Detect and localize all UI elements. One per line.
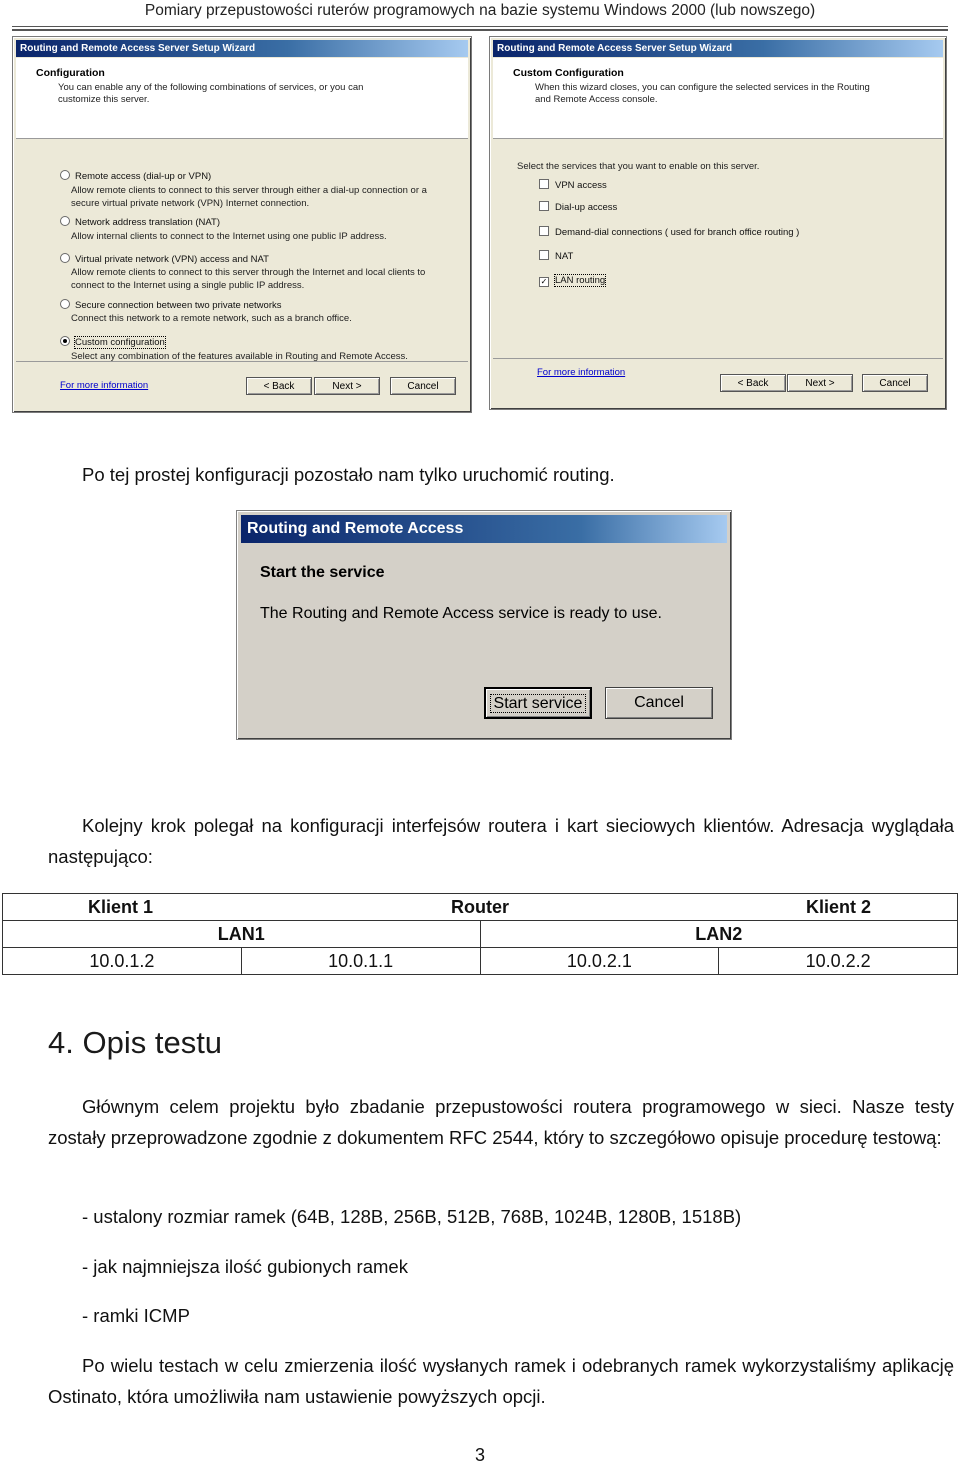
start-service-button[interactable] [484, 687, 592, 719]
wizard-subtitle: When this wizard closes, you can configure the selected services in the Routing and Remote Access console. [535, 82, 870, 105]
wizard-footer [493, 360, 943, 406]
service-vpn-access[interactable] [539, 179, 607, 192]
option-custom-configuration[interactable] [60, 336, 165, 349]
service-label: LAN routing [555, 275, 606, 286]
wizard-heading: Custom Configuration [513, 67, 624, 79]
section-heading [48, 1025, 222, 1061]
service-nat[interactable] [539, 250, 573, 263]
back-button[interactable]: < Back [246, 377, 312, 395]
paragraph-addressing: Kolejny krok polegał na konfiguracji interfejsów routera i kart sieciowych klientów. Adresacja wyglądała następująco: [48, 815, 954, 867]
paragraph-routing-intro: Po tej prostej konfiguracji pozostało nam tylko uruchomić routing. [82, 464, 615, 485]
option-description: Allow remote clients to connect to this server through the Internet and local clients to connect to the Internet using a single public IP address. [71, 267, 426, 291]
start-service-label: Start service [491, 695, 586, 712]
section-title: Opis testu [82, 1025, 223, 1060]
radio-icon[interactable] [60, 170, 70, 180]
service-demand-dial[interactable] [539, 226, 799, 239]
table-row [3, 948, 958, 975]
checkbox-icon[interactable] [539, 226, 549, 236]
option-label: Virtual private network (VPN) access and NAT [75, 254, 269, 265]
cancel-button[interactable]: Cancel [605, 687, 713, 719]
wizard-header [493, 58, 943, 139]
option-description: Select any combination of the features available in Routing and Remote Access. [71, 351, 408, 362]
start-service-dialog [236, 510, 732, 740]
option-remote-access[interactable] [60, 170, 211, 183]
checkbox-checked-icon[interactable]: ✓ [540, 277, 548, 286]
wizard-title-bar: Routing and Remote Access Server Setup Wizard [16, 40, 468, 57]
list-item: - ustalony rozmiar ramek (64B, 128B, 256B, 512B, 768B, 1024B, 1280B, 1518B) [82, 1206, 742, 1227]
table-cell-lan1: LAN1 [3, 921, 481, 948]
more-info-link[interactable]: For more information [537, 367, 626, 378]
wizard-body [493, 139, 943, 378]
wizard-subtitle: You can enable any of the following combinations of services, or you can customize this server. [58, 82, 364, 105]
radio-icon[interactable] [60, 216, 70, 226]
setup-wizard-configuration [12, 36, 472, 413]
wizard-title-bar: Routing and Remote Access Server Setup Wizard [493, 40, 943, 57]
option-description: Allow internal clients to connect to the Internet using one public IP address. [71, 231, 387, 242]
table-row [3, 921, 958, 948]
service-label: Demand-dial connections ( used for branch office routing ) [555, 227, 800, 238]
services-prompt: Select the services that you want to enable on this server. [517, 161, 760, 172]
wizard-header [16, 58, 468, 139]
table-cell-ip: 10.0.1.1 [241, 948, 480, 975]
table-row [3, 894, 958, 921]
next-button[interactable]: Next > [314, 377, 380, 395]
wizard-heading: Configuration [36, 67, 105, 79]
wizard-footer [16, 363, 468, 409]
service-label: NAT [555, 251, 574, 262]
setup-wizard-custom-configuration [489, 36, 947, 410]
option-vpn-and-nat[interactable] [60, 253, 269, 266]
option-label: Custom configuration [75, 337, 165, 348]
page-header: Pomiary przepustowości ruterów programowych na bazie systemu Windows 2000 (lub nowszego) [144, 2, 816, 19]
section-number: 4. [48, 1025, 74, 1060]
header-divider-thick [12, 29, 948, 31]
radio-icon[interactable] [60, 299, 70, 309]
next-button[interactable]: Next > [787, 374, 853, 392]
checkbox-icon[interactable] [539, 179, 549, 189]
checkbox-icon[interactable] [539, 250, 549, 260]
more-info-link[interactable]: For more information [60, 380, 149, 391]
back-button[interactable]: < Back [720, 374, 786, 392]
option-label: Remote access (dial-up or VPN) [75, 171, 212, 182]
service-lan-routing[interactable] [539, 275, 605, 287]
option-description: Connect this network to a remote network, such as a branch office. [71, 313, 352, 324]
table-cell-lan2: LAN2 [480, 921, 958, 948]
host-klient1: Klient 1 [88, 897, 154, 917]
addressing-table [2, 893, 958, 975]
radio-icon[interactable] [60, 253, 70, 263]
option-label: Network address translation (NAT) [75, 217, 221, 228]
table-cell-ip: 10.0.1.2 [3, 948, 242, 975]
cancel-button[interactable]: Cancel [862, 374, 928, 392]
service-label: VPN access [555, 180, 607, 191]
service-label: Dial-up access [555, 202, 618, 213]
cancel-button[interactable]: Cancel [390, 377, 456, 395]
dialog-message: The Routing and Remote Access service is ready to use. [260, 605, 662, 622]
checkbox-icon[interactable] [539, 201, 549, 211]
option-secure-connection[interactable] [60, 299, 281, 312]
list-item: - ramki ICMP [82, 1305, 190, 1326]
radio-selected-icon[interactable] [60, 336, 70, 346]
paragraph-test-goal: Głównym celem projektu było zbadanie przepustowości routera programowego w sieci. Nasze testy zostały przeprowadzone zgodnie z dokumentem RFC 2544, który to szczegółowo opisuje procedurę testową: [48, 1096, 954, 1148]
option-nat[interactable] [60, 216, 220, 229]
dialog-heading: Start the service [260, 564, 385, 581]
option-label: Secure connection between two private networks [75, 300, 282, 311]
list-item: - jak najmniejsza ilość gubionych ramek [82, 1256, 408, 1277]
host-klient2: Klient 2 [805, 897, 871, 917]
paragraph-ostinato: Po wielu testach w celu zmierzenia ilość wysłanych ramek i odebranych ramek wykorzystaliśmy aplikację Ostinato, która umożliwiła nam ustawienie powyższych opcji. [48, 1355, 954, 1407]
host-router: Router [451, 897, 509, 917]
option-description: Allow remote clients to connect to this server through either a dial-up connection or a secure virtual private network (VPN) Internet connection. [71, 185, 427, 209]
dialog-title-bar: Routing and Remote Access [241, 515, 727, 543]
header-divider [12, 26, 948, 27]
page-number: 3 [474, 1445, 485, 1465]
table-cell-ip: 10.0.2.2 [719, 948, 958, 975]
table-cell-hosts [3, 894, 958, 921]
table-cell-ip: 10.0.2.1 [480, 948, 719, 975]
service-dial-up[interactable] [539, 201, 617, 214]
